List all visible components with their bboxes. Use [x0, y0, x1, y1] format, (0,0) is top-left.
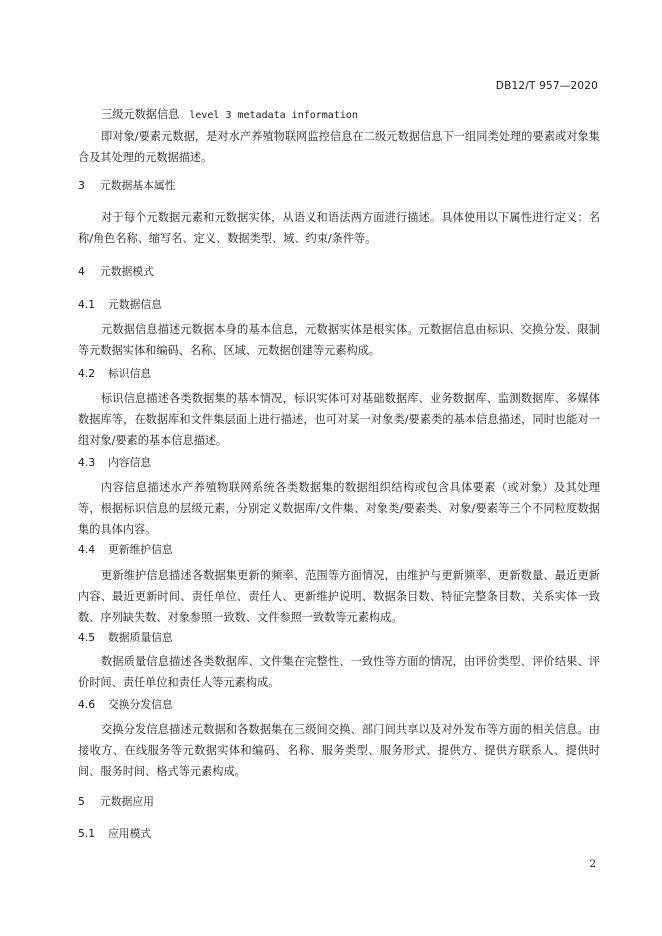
section-number: 4.6: [78, 698, 96, 711]
section-title: 元数据信息: [108, 298, 162, 311]
section-title: 元数据应用: [100, 795, 154, 808]
section-5-heading: [78, 792, 600, 812]
section-title: 数据质量信息: [108, 631, 173, 644]
section-number: 5: [78, 795, 85, 808]
section-4-6-body: 交换分发信息描述元数据和各数据集在三级间交换、部门间共享以及对外发布等方面的相关信息。由接收方、在线服务等元数据实体和编码、名称、服务类型、服务形式、提供方、提供方联系人、提供时间、服务时间、格式等元素构成。: [78, 723, 600, 778]
section-4-5-body: 数据质量信息描述各类数据库、文件集在完整性、一致性等方面的情况，由评价类型、评价结果、评价时间、责任单位和责任人等元素构成。: [78, 655, 600, 689]
section-number: 4.1: [78, 298, 96, 311]
section-title: 更新维护信息: [108, 543, 173, 556]
section-title: 应用模式: [108, 827, 152, 840]
section-number: 4.2: [78, 367, 96, 380]
section-3-heading: [78, 176, 600, 196]
section-5-1-heading: [78, 824, 600, 844]
section-4-3-body: 内容信息描述水产养殖物联网系统各类数据集的数据组织结构或包含具体要素（或对象）及其处理等，根据标识信息的层级元素，分别定义数据库/文件集、对象类/要素类、对象/要素等三个不同粒度数据集的具体内容。: [78, 481, 600, 536]
section-4-6-heading: [78, 695, 600, 715]
section-number: 4: [78, 265, 85, 278]
term-label-cn: 三级元数据信息: [101, 108, 180, 121]
term-label: [78, 104, 600, 126]
term-definition: 即对象/要素元数据，是对水产养殖物联网监控信息在二级元数据信息下一组同类处理的要素或对象集合及其处理的元数据描述。: [78, 130, 600, 164]
document-id: DB12/T 957—2020: [495, 80, 598, 92]
section-4-4-heading: [78, 540, 600, 560]
term-label-en: level 3 metadata information: [189, 110, 358, 121]
section-4-4-body: 更新维护信息描述各数据集更新的频率、范围等方面情况，由维护与更新频率、更新数量、最近更新内容、最近更新时间、责任单位、责任人、更新维护说明、数据条目数、特征完整条目数、关系实体一致数、序列缺失数、对象参照一致数、文件参照一致数等元素构成。: [78, 569, 600, 624]
section-title: 元数据模式: [100, 265, 154, 278]
page-number: 2: [589, 858, 596, 870]
section-number: 4.3: [78, 456, 96, 469]
section-title: 内容信息: [108, 456, 152, 469]
section-4-2-heading: [78, 364, 600, 384]
section-4-heading: [78, 262, 600, 282]
section-title: 元数据基本属性: [100, 179, 176, 192]
section-3-body: 对于每个元数据元素和元数据实体，从语义和语法两方面进行描述。具体使用以下属性进行定义：名称/角色名称、缩写名、定义、数据类型、域、约束/条件等。: [78, 211, 600, 245]
section-title: 标识信息: [108, 367, 152, 380]
section-number: 5.1: [78, 827, 96, 840]
section-number: 4.4: [78, 543, 96, 556]
section-number: 3: [78, 179, 85, 192]
section-number: 4.5: [78, 631, 96, 644]
section-4-1-heading: [78, 295, 600, 315]
section-title: 交换分发信息: [108, 698, 173, 711]
section-4-5-heading: [78, 628, 600, 648]
term-entry: [78, 104, 600, 168]
section-4-3-heading: [78, 453, 600, 473]
section-4-2-body: 标识信息描述各类数据集的基本情况，标识实体可对基础数据库、业务数据库、监测数据库、多媒体数据库等，在数据库和文件集层面上进行描述，也可对某一对象类/要素类的基本信息描述，同时也能对一组对象/要素的基本信息描述。: [78, 392, 600, 447]
section-4-1-body: 元数据信息描述元数据本身的基本信息，元数据实体是根实体。元数据信息由标识、交换分发、限制等元数据实体和编码、名称、区域、元数据创建等元素构成。: [78, 323, 600, 357]
